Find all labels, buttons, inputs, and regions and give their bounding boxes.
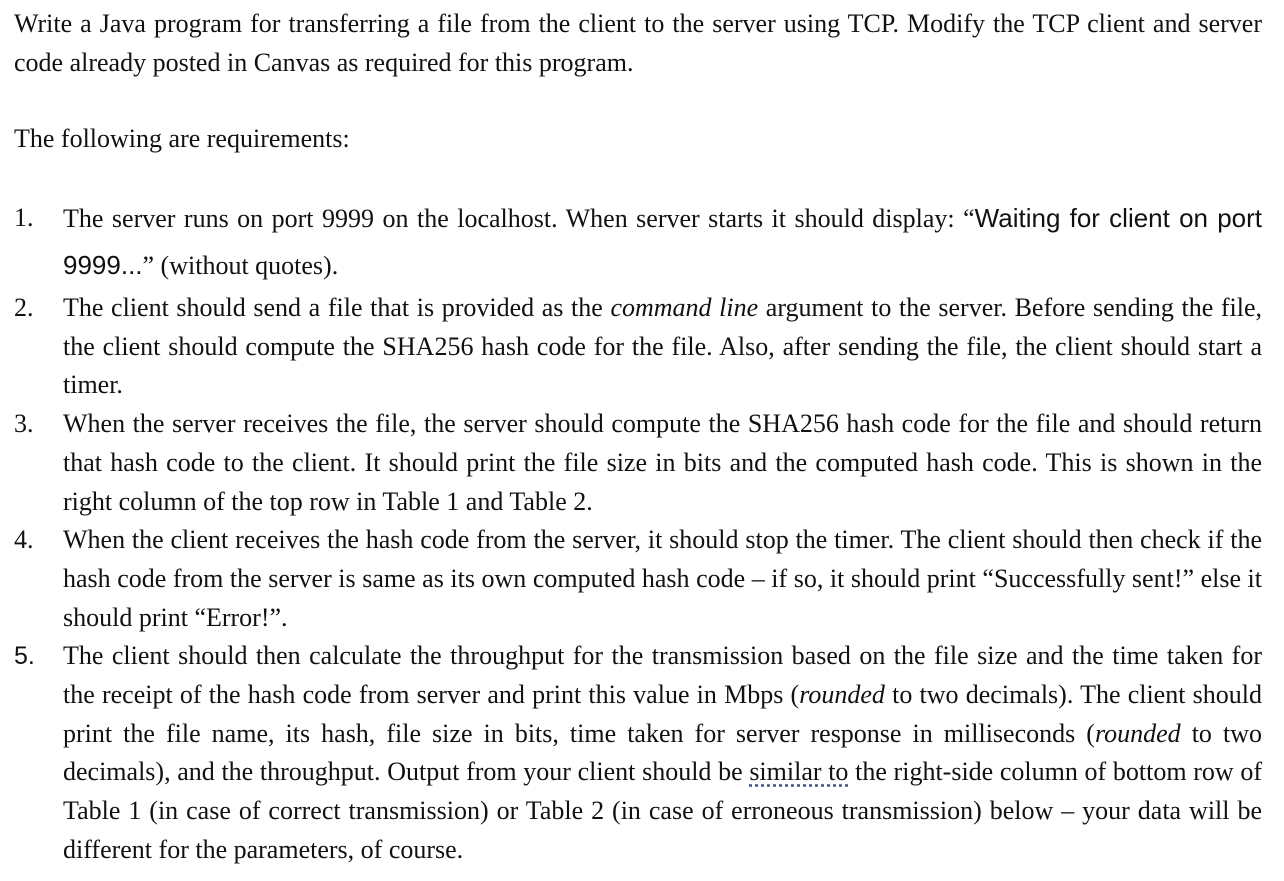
- item-number: 5.: [14, 642, 35, 671]
- item-text-end: argument to the server. Before sending the file, the client should compute the SHA256 hash code for the file. Also, after sending the file, the client should start a timer.: [63, 293, 1263, 400]
- item-text-end: ” (without quotes).: [142, 251, 339, 280]
- dotted-underline-text: similar to: [749, 757, 849, 787]
- item-italic-text-2: rounded: [1094, 718, 1181, 748]
- item-text-part-2: to two decimals). The client should print the file name, its hash, file size in bits, time taken for server response in milliseconds (: [63, 680, 1262, 748]
- item-text: The client should send a file that is provided as the: [63, 293, 611, 322]
- requirement-item-4: [14, 521, 1262, 637]
- server-message-text: Waiting for client on port 9999...: [63, 203, 1262, 280]
- intro-paragraph: Write a Java program for transferring a file from the client to the server using TCP. Modify the TCP client and server code already posted in Canvas as required for this program.: [14, 9, 1262, 77]
- requirements-list: [14, 195, 1262, 870]
- item-number: 4.: [14, 525, 34, 555]
- item-number: 1.: [14, 203, 34, 232]
- item-number: 2.: [14, 293, 34, 322]
- item-text: When the client receives the hash code from the server, it should stop the timer. The client should then check if the hash code from the server is same as its own computed hash code – if so, it should print “Successfully sent!” else it should print “Error!”.: [63, 525, 1262, 632]
- requirement-item-2: [14, 289, 1262, 405]
- requirements-heading: The following are requirements:: [14, 124, 350, 153]
- item-text-part-3: to two decimals), and the throughput. Output from your client should be: [63, 718, 1262, 787]
- item-text: When the server receives the file, the server should compute the SHA256 hash code for the file and should return that hash code to the client. It should print the file size in bits and the computed hash code. This is shown in the right column of the top row in Table 1 and Table 2.: [63, 409, 1262, 516]
- requirement-item-3: [14, 405, 1262, 521]
- item-number: 3.: [14, 409, 34, 439]
- item-italic-text: rounded: [799, 680, 885, 710]
- document-page: [14, 0, 1262, 870]
- requirement-item-1: [14, 195, 1262, 289]
- item-italic-text: command line: [610, 293, 759, 322]
- item-text-part-4: the right-side column of bottom row of Table 1 (in case of correct transmission) or Table 2 (in case of erroneous transmission) below – your data will be different for the parameters, of course.: [63, 757, 1263, 864]
- requirement-item-5: [14, 637, 1262, 869]
- item-text: The server runs on port 9999 on the localhost. When server starts it should display: “: [63, 204, 975, 233]
- item-text: The client should then calculate the throughput for the transmission based on the file size and the time taken for the receipt of the hash code from server and print this value in Mbps (: [63, 641, 1262, 710]
